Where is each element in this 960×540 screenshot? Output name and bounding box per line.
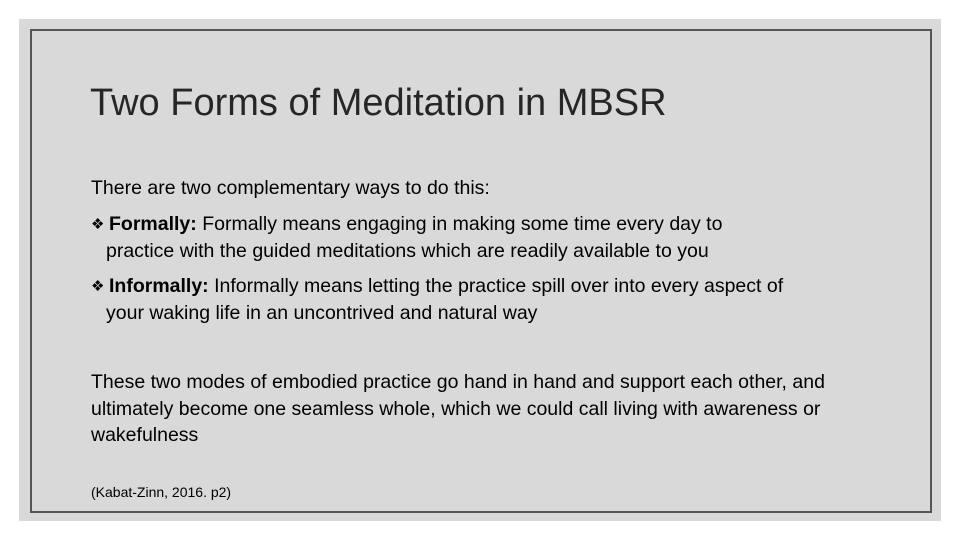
intro-text: There are two complementary ways to do this: (91, 177, 490, 199)
diamond-bullet-icon: ❖ (91, 216, 105, 233)
bullet-text: Formally means engaging in making some time every day to (196, 213, 723, 235)
bullet-informally (91, 273, 783, 326)
bullet-term: Informally: (109, 275, 209, 297)
bullet-text-continued: practice with the guided meditations which are readily available to you (106, 240, 709, 262)
bullet-text: Informally means letting the practice spill over into every aspect of (208, 275, 784, 297)
bullet-term: Formally: (109, 213, 197, 235)
bullet-formally (91, 211, 722, 264)
diamond-bullet-icon: ❖ (91, 278, 105, 295)
citation: (Kabat-Zinn, 2016. p2) (91, 484, 232, 500)
bullet-text-continued: your waking life in an uncontrived and natural way (106, 302, 538, 324)
summary-paragraph: These two modes of embodied practice go hand in hand and support each other, and ultimately become one seamless whole, which we could call living with awareness or wakefulness (91, 371, 825, 446)
slide-title: Two Forms of Meditation in MBSR (90, 82, 667, 124)
